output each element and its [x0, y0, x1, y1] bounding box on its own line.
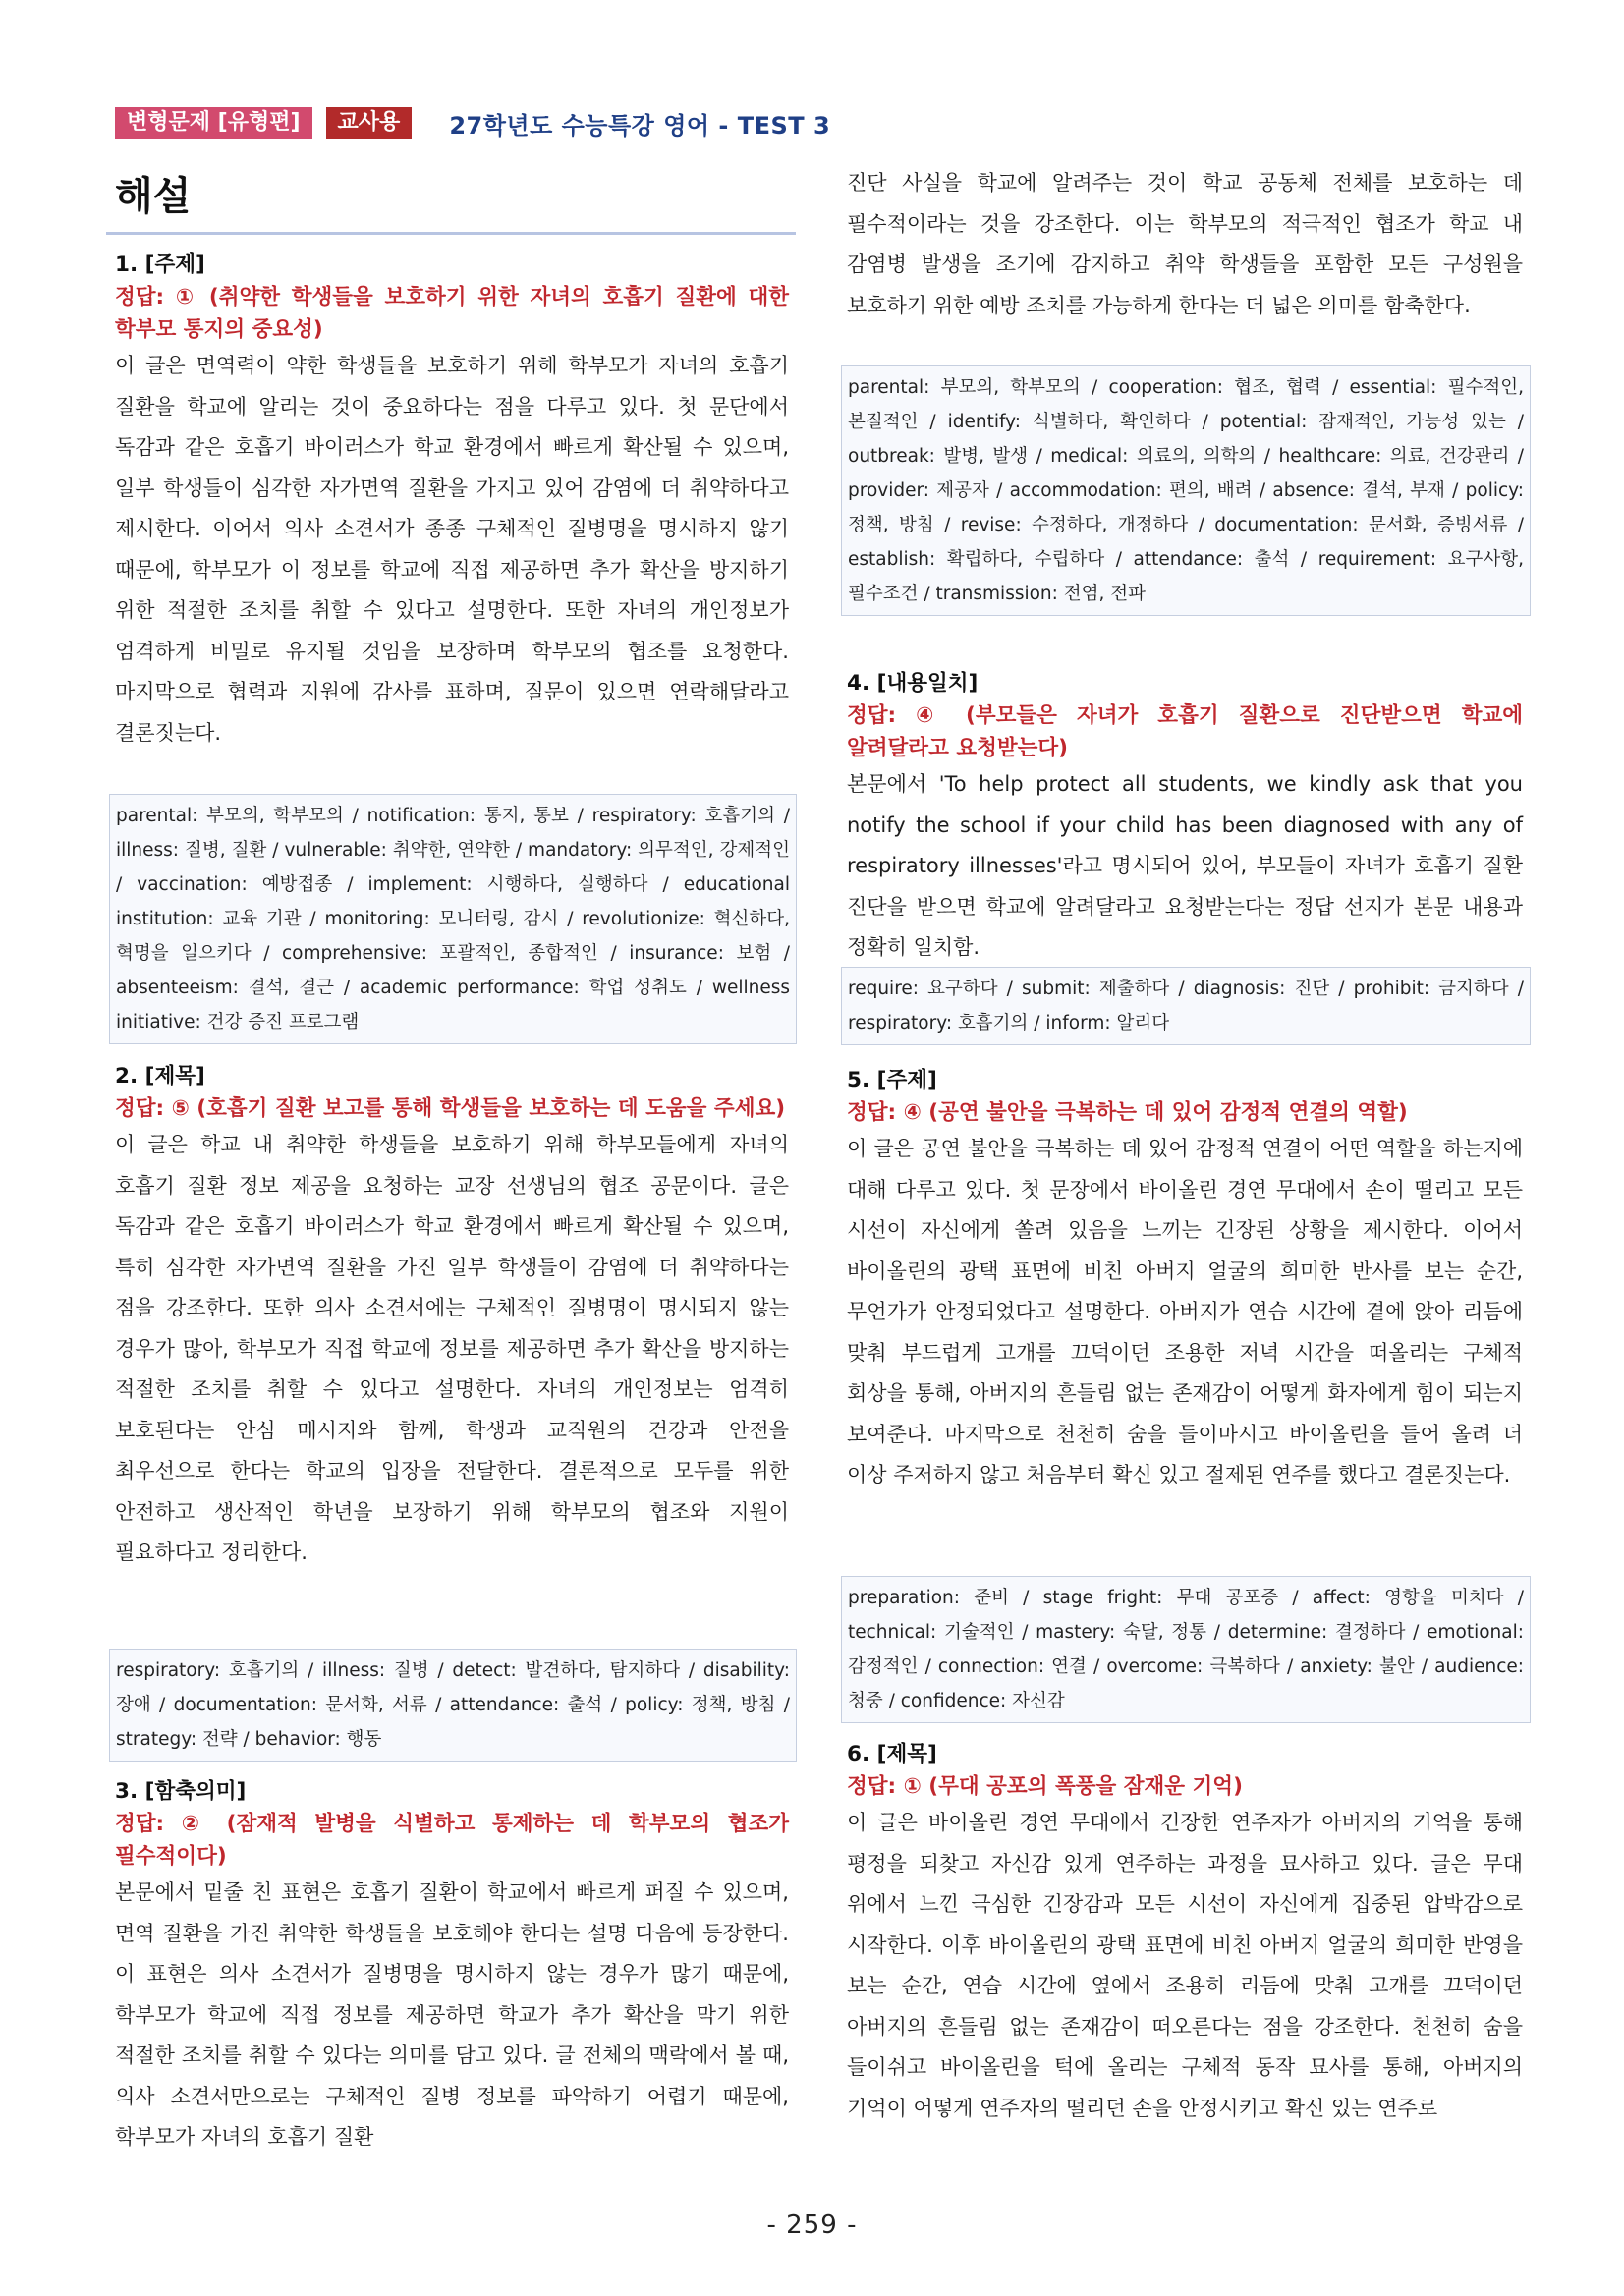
document-title: 27학년도 수능특강 영어 - TEST 3 [449, 111, 831, 140]
question-6-title: 6. [제목] [847, 1742, 937, 1766]
question-5-explanation: 이 글은 공연 불안을 극복하는 데 있어 감정적 연결이 어떤 역할을 하는지에 대해 다루고 있다. 첫 문장에서 바이올린 경연 무대에서 손이 떨리고 모든 시선이 자신에게 쏠려 있음을 느끼는 긴장된 상황을 제시한다. 이어서 바이올린의 광택 표면에 비친 아버지 얼굴의 희미한 반사를 보는 순간, 무언가가 안정되었다고 설명한다. 아버지가 연습 시간에 곁에 앉아 리듬에 맞춰 부드럽게 고개를 끄덕이던 조용한 저녁 시간을 떠올리는 구체적 회상을 통해, 아버지의 흔들림 없는 존재감이 어떻게 화자에게 힘이 되는지 보여준다. 마지막으로 천천히 숨을 들이마시고 바이올린을 들어 올려 더 이상 주저하지 않고 처음부터 확신 있고 절제된 연주를 했다고 결론짓는다. [847, 1137, 1523, 1486]
question-1-answer: 정답: ① (취약한 학생들을 보호하기 위한 자녀의 호흡기 질환에 대한 학부모 통지의 중요성) [115, 285, 789, 342]
question-5-vocab: preparation: 준비 / stage fright: 무대 공포증 / affect: 영향을 미치다 / technical: 기술적인 / mastery: 숙달, 정통 / determine: 결정하다 / emotional: 감정적인 / connection: 연결 / overcome: 극복하다 / anxiety: 불안 / audience: 청중 / confidence: 자신감 [841, 1576, 1531, 1723]
question-2-title: 2. [제목] [115, 1064, 205, 1089]
question-3-answer: 정답: ② (잠재적 발병을 식별하고 통제하는 데 학부모의 협조가 필수적이다) [115, 1812, 789, 1869]
question-6-answer: 정답: ① (무대 공포의 폭풍을 잠재운 기억) [847, 1774, 1243, 1799]
question-4 [847, 668, 1523, 969]
question-5-answer: 정답: ④ (공연 불안을 극복하는 데 있어 감정적 연결의 역할) [847, 1100, 1408, 1125]
question-6 [847, 1739, 1523, 2129]
question-1-title: 1. [주제] [115, 252, 205, 277]
question-1-vocab: parental: 부모의, 학부모의 / notification: 통지, 통보 / respiratory: 호흡기의 / illness: 질병, 질환 / vulnerable: 취약한, 연약한 / mandatory: 의무적인, 강제적인 / vaccination: 예방접종 / implement: 시행하다, 실행하다 / educational institution: 교육 기관 / monitoring: 모니터링, 감시 / revolutionize: 혁신하다, 혁명을 일으키다 / comprehensive: 포괄적인, 종합적인 / insurance: 보험 / absenteeism: 결석, 결근 / academic performance: 학업 성취도 / wellness initiative: 건강 증진 프로그램 [109, 794, 797, 1044]
question-4-title: 4. [내용일치] [847, 671, 979, 696]
question-5 [847, 1065, 1523, 1496]
question-3 [115, 1776, 789, 2158]
question-1 [115, 250, 789, 754]
question-4-explanation: 본문에서 'To help protect all students, we kindly ask that you notify the school if your child has been diagnosed with any of respiratory illnesses'라고 명시되어 있어, 부모들이 자녀가 호흡기 질환 진단을 받으면 학교에 알려달라고 요청받는다는 정답 선지가 본문 내용과 정확히 일치함. [847, 772, 1523, 959]
question-3-explanation: 본문에서 밑줄 친 표현은 호흡기 질환이 학교에서 빠르게 퍼질 수 있으며, 면역 질환을 가진 취약한 학생들을 보호해야 한다는 설명 다음에 등장한다. 이 표현은 의사 소견서가 질병명을 명시하지 않는 경우가 많기 때문에, 학부모가 학교에 직접 정보를 제공하면 학교가 추가 확산을 막기 위한 적절한 조치를 취할 수 있다는 의미를 담고 있다. 글 전체의 맥락에서 볼 때, 의사 소견서만으로는 구체적인 질병 정보를 파악하기 어렵기 때문에, 학부모가 자녀의 호흡기 질환 [115, 1880, 789, 2149]
question-2-explanation: 이 글은 학교 내 취약한 학생들을 보호하기 위해 학부모들에게 자녀의 호흡기 질환 정보 제공을 요청하는 교장 선생님의 협조 공문이다. 글은 독감과 같은 호흡기 바이러스가 학교 환경에서 빠르게 확산될 수 있으며, 특히 심각한 자가면역 질환을 가진 일부 학생들이 감염에 더 취약하다는 점을 강조한다. 또한 의사 소견서에는 구체적인 질병명이 명시되지 않는 경우가 많아, 학부모가 직접 학교에 정보를 제공하면 추가 확산을 방지하는 적절한 조치를 취할 수 있다고 설명한다. 자녀의 개인정보는 엄격히 보호된다는 안심 메시지와 함께, 학생과 교직원의 건강과 안전을 최우선으로 한다는 학교의 입장을 전달한다. 결론적으로 모두를 위한 안전하고 생산적인 학년을 보장하기 위해 학부모의 협조와 지원이 필요하다고 정리한다. [115, 1133, 789, 1564]
question-3-continued [847, 163, 1523, 326]
teacher-tag: 교사용 [326, 107, 413, 139]
question-4-answer: 정답: ④ (부모들은 자녀가 호흡기 질환으로 진단받으면 학교에 알려달라고 요청받는다) [847, 703, 1523, 760]
question-3-explanation-continued: 진단 사실을 학교에 알려주는 것이 학교 공동체 전체를 보호하는 데 필수적이라는 것을 강조한다. 이는 학부모의 적극적인 협조가 학교 내 감염병 발생을 조기에 감지하고 취약 학생들을 포함한 모든 구성원을 보호하기 위한 예방 조치를 가능하게 한다는 더 넓은 의미를 함축한다. [847, 171, 1523, 317]
question-3-vocab: parental: 부모의, 학부모의 / cooperation: 협조, 협력 / essential: 필수적인, 본질적인 / identify: 식별하다, 확인하다 / potential: 잠재적인, 가능성 있는 / outbreak: 발병, 발생 / medical: 의료의, 의학의 / healthcare: 의료, 건강관리 / provider: 제공자 / accommodation: 편의, 배려 / absence: 결석, 부재 / policy: 정책, 방침 / revise: 수정하다, 개정하다 / documentation: 문서화, 증빙서류 / establish: 확립하다, 수립하다 / attendance: 출석 / requirement: 요구사항, 필수조건 / transmission: 전염, 전파 [841, 365, 1531, 616]
question-5-title: 5. [주제] [847, 1068, 937, 1092]
page-number: - 259 - [766, 2211, 858, 2240]
question-1-explanation: 이 글은 면역력이 약한 학생들을 보호하기 위해 학부모가 자녀의 호흡기 질환을 학교에 알리는 것이 중요하다는 점을 다루고 있다. 첫 문단에서 독감과 같은 호흡기 바이러스가 학교 환경에서 빠르게 확산될 수 있으며, 일부 학생들이 심각한 자가면역 질환을 가지고 있어 감염에 더 취약하다고 제시한다. 이어서 의사 소견서가 종종 구체적인 질병명을 명시하지 않기 때문에, 학부모가 이 정보를 학교에 직접 제공하면 추가 확산을 방지하기 위한 적절한 조치를 취할 수 있다고 설명한다. 또한 자녀의 개인정보가 엄격하게 비밀로 유지될 것임을 보장하며 학부모의 협조를 요청한다. 마지막으로 협력과 지원에 감사를 표하며, 질문이 있으면 연락해달라고 결론짓는다. [115, 354, 789, 745]
page-heading: 해설 [115, 174, 192, 219]
question-6-explanation: 이 글은 바이올린 경연 무대에서 긴장한 연주자가 아버지의 기억을 통해 평정을 되찾고 자신감 있게 연주하는 과정을 묘사하고 있다. 글은 무대 위에서 느낀 극심한 긴장감과 모든 시선이 자신에게 집중된 압박감으로 시작한다. 이후 바이올린의 광택 표면에 비친 아버지 얼굴의 희미한 반영을 보는 순간, 연습 시간에 옆에서 조용히 리듬에 맞춰 고개를 끄덕이던 아버지의 흔들림 없는 존재감이 떠오른다는 점을 강조한다. 천천히 숨을 들이쉬고 바이올린을 턱에 올리는 구체적 동작 묘사를 통해, 아버지의 기억이 어떻게 연주자의 떨리던 손을 안정시키고 확신 있는 연주로 [847, 1811, 1523, 2120]
heading-divider [106, 232, 796, 235]
question-2 [115, 1061, 789, 1574]
question-4-vocab: require: 요구하다 / submit: 제출하다 / diagnosis: 진단 / prohibit: 금지하다 / respiratory: 호흡기의 / inform: 알리다 [841, 967, 1531, 1045]
document-header [115, 106, 830, 140]
question-2-vocab: respiratory: 호흡기의 / illness: 질병 / detect: 발견하다, 탐지하다 / disability: 장애 / documentation: 문서화, 서류 / attendance: 출석 / policy: 정책, 방침 / strategy: 전략 / behavior: 행동 [109, 1649, 797, 1762]
question-2-answer: 정답: ⑤ (호흡기 질환 보고를 통해 학생들을 보호하는 데 도움을 주세요) [115, 1096, 786, 1121]
category-tag: 변형문제 [유형편] [115, 107, 312, 139]
question-3-title: 3. [함축의미] [115, 1779, 247, 1804]
